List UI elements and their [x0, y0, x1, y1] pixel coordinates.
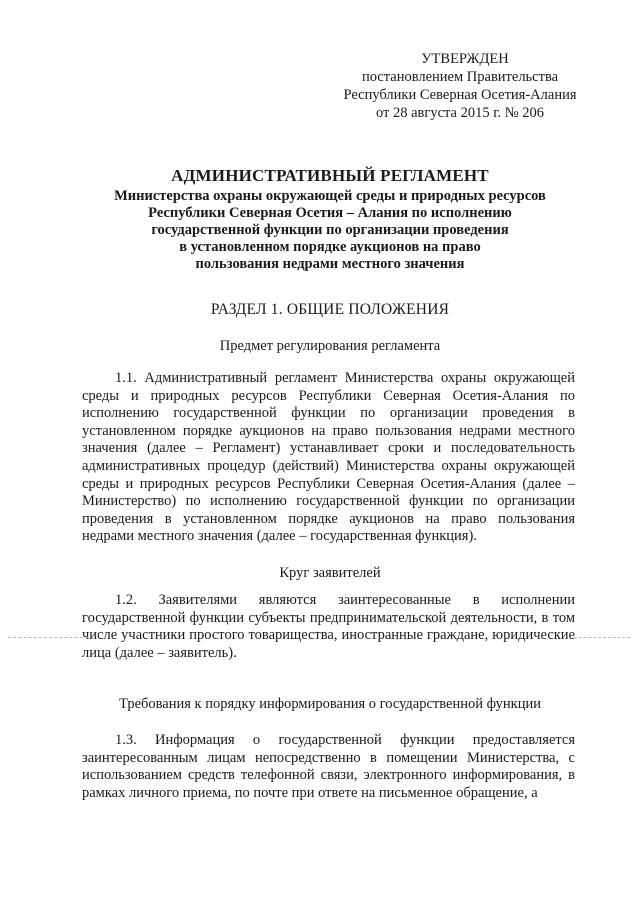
- approval-label: УТВЕРЖДЕН: [421, 51, 509, 67]
- document-title: [80, 166, 580, 273]
- approval-line-1: постановлением Правительства: [361, 69, 559, 85]
- paragraph-1-2: 1.2. Заявителями являются заинтересованные в исполнении государственной функции субъекты предпринимательской деятельности, в том числе участники простого товарищества, иностранные граждане, юридические лица (далее – заявитель).: [82, 592, 575, 661]
- scan-artifact-line: [8, 637, 88, 638]
- title-line: государственной функции по организации проведения: [151, 222, 509, 238]
- approval-line-3: от 28 августа 2015 г. № 206: [375, 105, 545, 121]
- title-line: Республики Северная Осетия – Алания по исполнению: [148, 205, 512, 221]
- title-line: Министерства охраны окружающей среды и природных ресурсов: [114, 188, 546, 204]
- subheading-applicants: Круг заявителей: [279, 565, 381, 581]
- section-title: РАЗДЕЛ 1. ОБЩИЕ ПОЛОЖЕНИЯ: [210, 301, 450, 318]
- title-main: АДМИНИСТРАТИВНЫЙ РЕГЛАМЕНТ: [171, 166, 489, 185]
- approval-stamp: [330, 50, 590, 122]
- paragraph-1-1: 1.1. Административный регламент Министерства охраны окружающей среды и природных ресурсов Республики Северная Осетия-Алания по исполнению государственной функции по организации проведения в установленном порядке аукционов на право пользования недрами местного значения (далее – Регламент) устанавливает сроки и последовательность административных процедур (действий) Министерства охраны окружающей среды и природных ресурсов Республики Северная Осетия-Алания (далее – Министерство) по исполнению государственной функции по организации проведения в установленном порядке аукционов на право пользования недрами местного значения (далее – государственная функция).: [82, 370, 575, 545]
- scan-artifact-line: [574, 637, 630, 638]
- title-line: пользования недрами местного значения: [195, 256, 465, 272]
- title-line: в установленном порядке аукционов на право: [179, 239, 481, 255]
- paragraph-1-3: 1.3. Информация о государственной функции предоставляется заинтересованным лицам непосредственно в помещении Министерства, с использованием средств телефонной связи, электронного информирования, в рамках личного приема, по почте при ответе на письменное обращение, а: [82, 732, 575, 801]
- subheading-information: Требования к порядку информирования о государственной функции: [119, 696, 541, 712]
- subheading-subject: Предмет регулирования регламента: [219, 338, 441, 354]
- approval-line-2: Республики Северная Осетия-Алания: [343, 87, 577, 103]
